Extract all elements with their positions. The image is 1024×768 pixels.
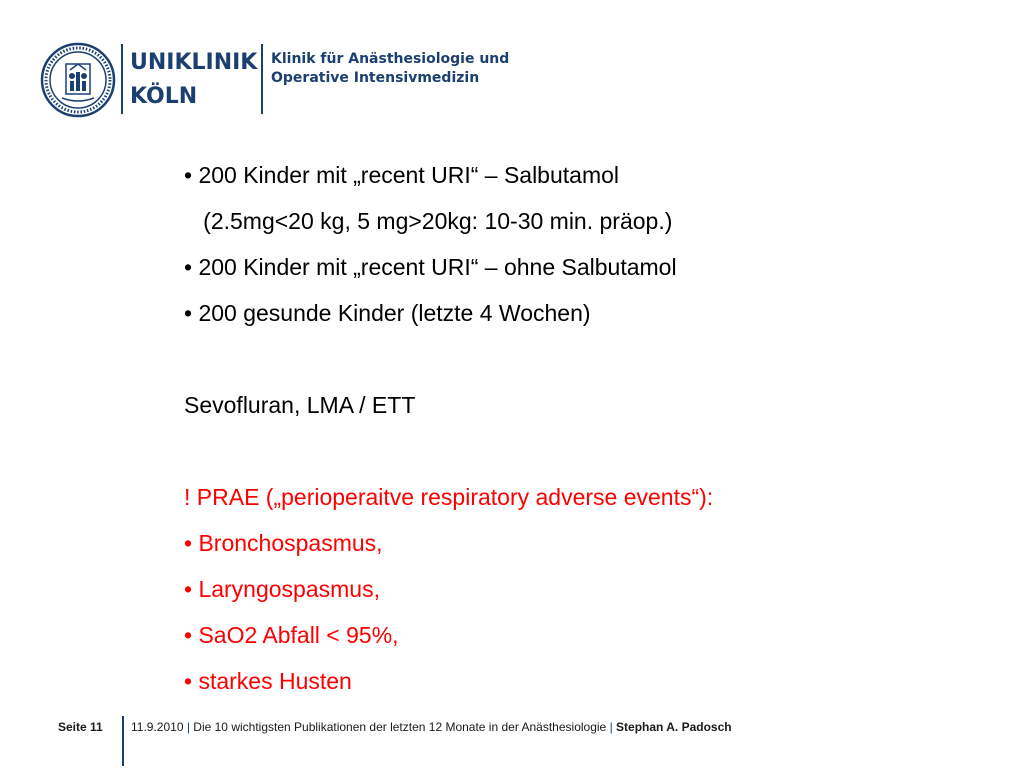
spacer-line (184, 428, 984, 474)
slide-footer (0, 716, 1024, 768)
body-line: (2.5mg<20 kg, 5 mg>20kg: 10-30 min. präop.) (184, 208, 673, 234)
university-wordmark (130, 46, 257, 114)
footer-date: 11.9.2010 (131, 720, 184, 734)
brand-line-1: UNIKLINIK (130, 50, 258, 75)
page-number: Seite 11 (58, 720, 103, 734)
clinic-line-2: Operative Intensivmedizin (271, 70, 480, 86)
body-line: ! PRAE („perioperaitve respiratory adverse events“): (184, 484, 714, 510)
header-divider-right (261, 44, 263, 114)
body-line: Sevofluran, LMA / ETT (184, 392, 416, 418)
university-seal-icon (40, 42, 116, 118)
brand-line-2: KÖLN (130, 84, 198, 109)
body-line: • SaO2 Abfall < 95%, (184, 622, 399, 648)
body-line: • 200 Kinder mit „recent URI“ – Salbutamol (184, 162, 620, 188)
footer-citation (131, 720, 732, 734)
body-line: • Bronchospasmus, (184, 530, 383, 556)
footer-divider (122, 716, 124, 766)
spacer-line (184, 336, 984, 382)
slide-header (0, 0, 1024, 130)
clinic-name (271, 50, 509, 88)
header-divider-left (121, 44, 123, 114)
body-line: • Laryngospasmus, (184, 576, 380, 602)
footer-title: Die 10 wichtigsten Publikationen der letzten 12 Monate in der Anästhesiologie (193, 720, 607, 734)
body-line: • starkes Husten (184, 668, 352, 694)
clinic-line-1: Klinik für Anästhesiologie und (271, 51, 510, 67)
slide-body (184, 152, 984, 704)
body-line: • 200 gesunde Kinder (letzte 4 Wochen) (184, 300, 591, 326)
body-line: • 200 Kinder mit „recent URI“ – ohne Salbutamol (184, 254, 677, 280)
footer-separator-2: | (606, 720, 617, 734)
footer-author: Stephan A. Padosch (616, 720, 732, 734)
footer-separator-1: | (183, 720, 194, 734)
